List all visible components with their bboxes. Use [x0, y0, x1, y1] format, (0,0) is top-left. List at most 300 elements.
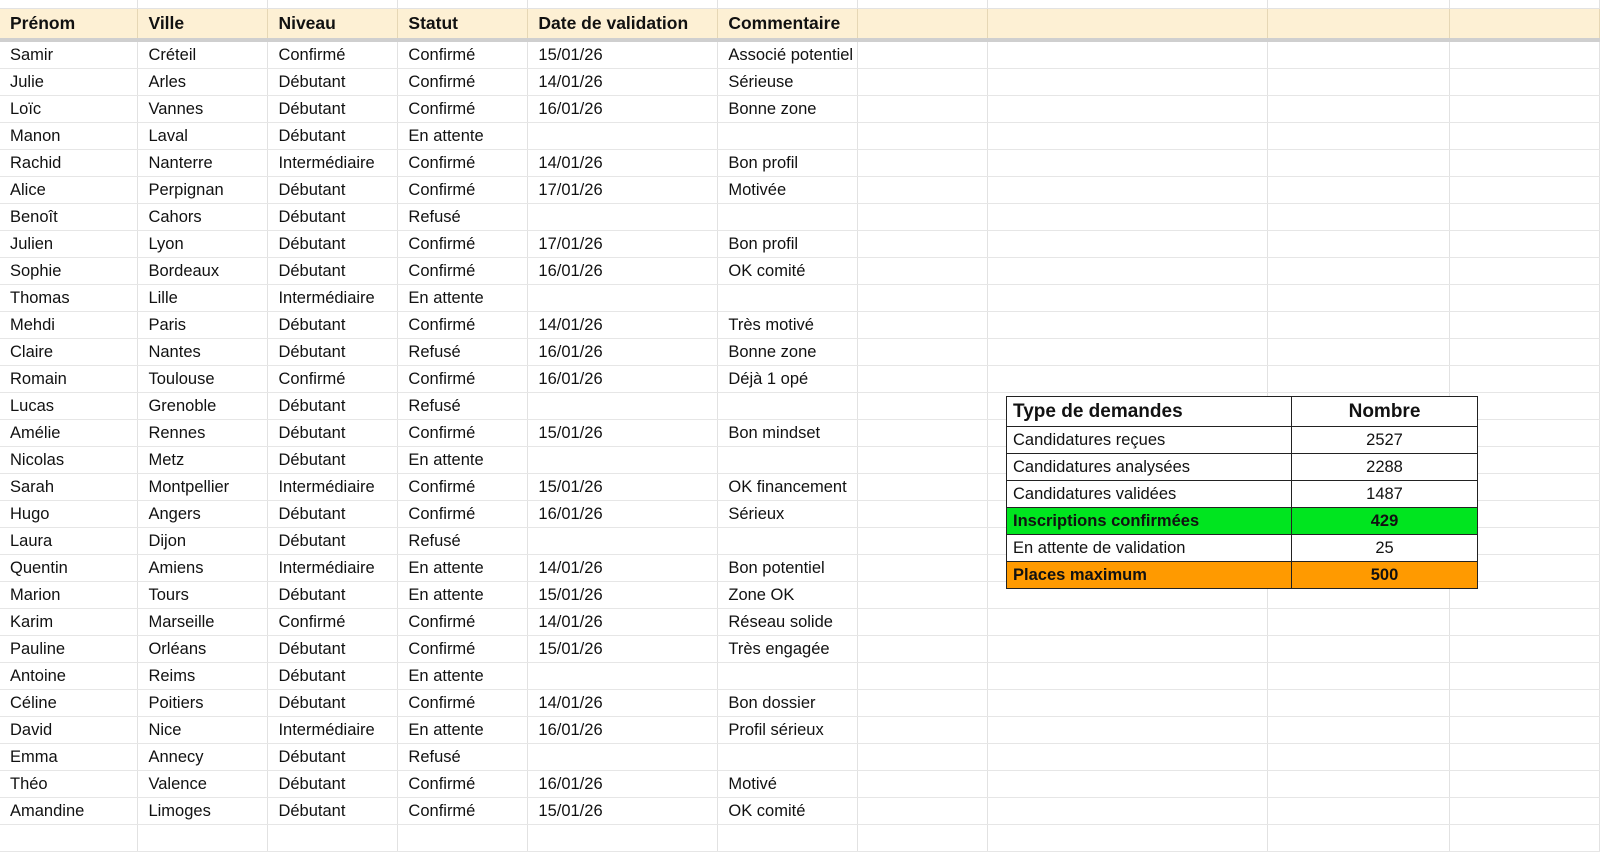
table-cell[interactable]: Débutant: [268, 312, 398, 339]
table-cell[interactable]: [858, 555, 988, 582]
table-cell[interactable]: [858, 744, 988, 771]
table-cell[interactable]: Perpignan: [138, 177, 268, 204]
table-cell[interactable]: Créteil: [138, 40, 268, 69]
table-cell[interactable]: En attente: [398, 663, 528, 690]
table-cell[interactable]: [988, 366, 1268, 393]
summary-header-type[interactable]: Type de demandes: [1007, 397, 1292, 427]
table-cell[interactable]: Paris: [138, 312, 268, 339]
table-cell[interactable]: 16/01/26: [528, 501, 718, 528]
table-cell[interactable]: [1450, 285, 1600, 312]
table-cell[interactable]: [718, 825, 858, 852]
table-cell[interactable]: 17/01/26: [528, 177, 718, 204]
table-cell[interactable]: [398, 825, 528, 852]
grid-cell[interactable]: [1450, 0, 1600, 9]
table-cell[interactable]: Confirmé: [268, 40, 398, 69]
table-cell[interactable]: Intermédiaire: [268, 150, 398, 177]
table-cell[interactable]: [988, 609, 1268, 636]
table-cell[interactable]: [1268, 771, 1450, 798]
table-cell[interactable]: [1450, 150, 1600, 177]
table-cell[interactable]: Romain: [0, 366, 138, 393]
table-cell[interactable]: 15/01/26: [528, 474, 718, 501]
table-cell[interactable]: [858, 339, 988, 366]
header-cell-empty[interactable]: [858, 9, 988, 41]
table-cell[interactable]: Hugo: [0, 501, 138, 528]
table-cell[interactable]: [988, 663, 1268, 690]
table-cell[interactable]: Débutant: [268, 420, 398, 447]
table-cell[interactable]: 16/01/26: [528, 771, 718, 798]
table-cell[interactable]: Karim: [0, 609, 138, 636]
summary-label[interactable]: Candidatures analysées: [1007, 454, 1292, 481]
header-cell-empty[interactable]: [1268, 9, 1450, 41]
table-cell[interactable]: [1268, 690, 1450, 717]
table-cell[interactable]: [858, 609, 988, 636]
table-cell[interactable]: [988, 96, 1268, 123]
table-cell[interactable]: [988, 150, 1268, 177]
table-cell[interactable]: [528, 663, 718, 690]
table-cell[interactable]: [1450, 663, 1600, 690]
table-cell[interactable]: Intermédiaire: [268, 285, 398, 312]
table-cell[interactable]: 14/01/26: [528, 555, 718, 582]
table-cell[interactable]: [528, 447, 718, 474]
table-cell[interactable]: Nicolas: [0, 447, 138, 474]
table-cell[interactable]: [858, 96, 988, 123]
summary-value[interactable]: 2288: [1292, 454, 1478, 481]
table-cell[interactable]: [988, 312, 1268, 339]
table-cell[interactable]: Rachid: [0, 150, 138, 177]
table-cell[interactable]: [858, 798, 988, 825]
table-cell[interactable]: [1450, 825, 1600, 852]
column-header[interactable]: Prénom: [0, 9, 138, 41]
table-cell[interactable]: [858, 150, 988, 177]
summary-value[interactable]: 1487: [1292, 481, 1478, 508]
table-cell[interactable]: Bon potentiel: [718, 555, 858, 582]
table-cell[interactable]: [988, 123, 1268, 150]
table-cell[interactable]: Metz: [138, 447, 268, 474]
table-cell[interactable]: [858, 420, 988, 447]
table-cell[interactable]: Montpellier: [138, 474, 268, 501]
table-cell[interactable]: Julien: [0, 231, 138, 258]
table-cell[interactable]: [528, 204, 718, 231]
summary-value[interactable]: 429: [1292, 508, 1478, 535]
table-cell[interactable]: Débutant: [268, 501, 398, 528]
table-cell[interactable]: [1450, 717, 1600, 744]
table-cell[interactable]: Très engagée: [718, 636, 858, 663]
table-cell[interactable]: Débutant: [268, 96, 398, 123]
table-cell[interactable]: [718, 447, 858, 474]
column-header[interactable]: Ville: [138, 9, 268, 41]
table-cell[interactable]: [858, 636, 988, 663]
table-cell[interactable]: Nantes: [138, 339, 268, 366]
table-cell[interactable]: [1268, 717, 1450, 744]
table-cell[interactable]: Confirmé: [398, 474, 528, 501]
summary-label[interactable]: Candidatures validées: [1007, 481, 1292, 508]
table-cell[interactable]: Confirmé: [268, 609, 398, 636]
column-header[interactable]: Statut: [398, 9, 528, 41]
table-cell[interactable]: Samir: [0, 40, 138, 69]
table-cell[interactable]: Bonne zone: [718, 96, 858, 123]
table-cell[interactable]: Manon: [0, 123, 138, 150]
table-cell[interactable]: Confirmé: [398, 177, 528, 204]
table-cell[interactable]: [858, 69, 988, 96]
table-cell[interactable]: Lyon: [138, 231, 268, 258]
table-cell[interactable]: [858, 582, 988, 609]
table-cell[interactable]: [988, 231, 1268, 258]
table-cell[interactable]: Débutant: [268, 744, 398, 771]
summary-value[interactable]: 2527: [1292, 427, 1478, 454]
summary-header-count[interactable]: Nombre: [1292, 397, 1478, 427]
grid-cell[interactable]: [858, 0, 988, 9]
table-cell[interactable]: Confirmé: [268, 366, 398, 393]
table-cell[interactable]: Intermédiaire: [268, 717, 398, 744]
table-cell[interactable]: En attente: [398, 123, 528, 150]
summary-label[interactable]: Places maximum: [1007, 562, 1292, 589]
table-cell[interactable]: [1268, 69, 1450, 96]
grid-cell[interactable]: [398, 0, 528, 9]
table-cell[interactable]: Mehdi: [0, 312, 138, 339]
table-cell[interactable]: [1450, 96, 1600, 123]
table-cell[interactable]: [718, 204, 858, 231]
header-cell-empty[interactable]: [988, 9, 1268, 41]
table-cell[interactable]: [1268, 636, 1450, 663]
table-cell[interactable]: [1450, 609, 1600, 636]
table-cell[interactable]: Laura: [0, 528, 138, 555]
table-cell[interactable]: [1450, 771, 1600, 798]
table-cell[interactable]: [528, 825, 718, 852]
table-cell[interactable]: Céline: [0, 690, 138, 717]
table-cell[interactable]: Débutant: [268, 690, 398, 717]
table-cell[interactable]: Confirmé: [398, 69, 528, 96]
table-cell[interactable]: Nanterre: [138, 150, 268, 177]
table-cell[interactable]: Intermédiaire: [268, 555, 398, 582]
table-cell[interactable]: [988, 258, 1268, 285]
table-cell[interactable]: [858, 447, 988, 474]
table-cell[interactable]: [528, 744, 718, 771]
table-cell[interactable]: Refusé: [398, 393, 528, 420]
table-cell[interactable]: David: [0, 717, 138, 744]
table-cell[interactable]: Rennes: [138, 420, 268, 447]
grid-cell[interactable]: [268, 0, 398, 9]
table-cell[interactable]: Confirmé: [398, 96, 528, 123]
table-cell[interactable]: Bonne zone: [718, 339, 858, 366]
table-cell[interactable]: 15/01/26: [528, 798, 718, 825]
table-cell[interactable]: 15/01/26: [528, 582, 718, 609]
table-cell[interactable]: Débutant: [268, 663, 398, 690]
table-cell[interactable]: Confirmé: [398, 636, 528, 663]
table-cell[interactable]: Confirmé: [398, 40, 528, 69]
table-cell[interactable]: Débutant: [268, 123, 398, 150]
table-cell[interactable]: [858, 501, 988, 528]
table-cell[interactable]: Marion: [0, 582, 138, 609]
table-cell[interactable]: [528, 285, 718, 312]
table-cell[interactable]: Bordeaux: [138, 258, 268, 285]
grid-cell[interactable]: [0, 0, 138, 9]
table-cell[interactable]: Thomas: [0, 285, 138, 312]
table-cell[interactable]: [1450, 40, 1600, 69]
grid-cell[interactable]: [988, 0, 1268, 9]
table-cell[interactable]: Refusé: [398, 204, 528, 231]
table-cell[interactable]: En attente: [398, 447, 528, 474]
summary-label[interactable]: Inscriptions confirmées: [1007, 508, 1292, 535]
table-cell[interactable]: Très motivé: [718, 312, 858, 339]
table-cell[interactable]: Toulouse: [138, 366, 268, 393]
table-cell[interactable]: [988, 690, 1268, 717]
summary-label[interactable]: En attente de validation: [1007, 535, 1292, 562]
table-cell[interactable]: [1450, 690, 1600, 717]
table-cell[interactable]: 15/01/26: [528, 40, 718, 69]
table-cell[interactable]: Lille: [138, 285, 268, 312]
table-cell[interactable]: Débutant: [268, 582, 398, 609]
table-cell[interactable]: Débutant: [268, 528, 398, 555]
table-cell[interactable]: Benoît: [0, 204, 138, 231]
table-cell[interactable]: Emma: [0, 744, 138, 771]
table-cell[interactable]: Débutant: [268, 447, 398, 474]
table-cell[interactable]: [858, 825, 988, 852]
table-cell[interactable]: Cahors: [138, 204, 268, 231]
table-cell[interactable]: Reims: [138, 663, 268, 690]
table-cell[interactable]: Refusé: [398, 744, 528, 771]
column-header[interactable]: Commentaire: [718, 9, 858, 41]
table-cell[interactable]: Débutant: [268, 636, 398, 663]
table-cell[interactable]: [858, 663, 988, 690]
table-cell[interactable]: [988, 717, 1268, 744]
grid-cell[interactable]: [1268, 0, 1450, 9]
table-cell[interactable]: [1450, 123, 1600, 150]
table-cell[interactable]: [988, 177, 1268, 204]
table-cell[interactable]: Angers: [138, 501, 268, 528]
table-cell[interactable]: [858, 312, 988, 339]
table-cell[interactable]: Julie: [0, 69, 138, 96]
table-cell[interactable]: Confirmé: [398, 771, 528, 798]
table-cell[interactable]: Amélie: [0, 420, 138, 447]
table-cell[interactable]: 15/01/26: [528, 420, 718, 447]
table-cell[interactable]: Réseau solide: [718, 609, 858, 636]
table-cell[interactable]: [1268, 285, 1450, 312]
table-cell[interactable]: Valence: [138, 771, 268, 798]
table-cell[interactable]: Bon profil: [718, 231, 858, 258]
table-cell[interactable]: [858, 40, 988, 69]
table-cell[interactable]: [528, 528, 718, 555]
table-cell[interactable]: [1450, 204, 1600, 231]
table-cell[interactable]: [1450, 177, 1600, 204]
table-cell[interactable]: [858, 393, 988, 420]
table-cell[interactable]: En attente: [398, 285, 528, 312]
header-cell-empty[interactable]: [1450, 9, 1600, 41]
table-cell[interactable]: Confirmé: [398, 609, 528, 636]
grid-cell[interactable]: [138, 0, 268, 9]
table-cell[interactable]: Vannes: [138, 96, 268, 123]
table-cell[interactable]: Confirmé: [398, 798, 528, 825]
table-cell[interactable]: [1268, 204, 1450, 231]
table-cell[interactable]: [988, 798, 1268, 825]
table-cell[interactable]: Annecy: [138, 744, 268, 771]
table-cell[interactable]: [138, 825, 268, 852]
table-cell[interactable]: Refusé: [398, 528, 528, 555]
table-cell[interactable]: [1450, 366, 1600, 393]
table-cell[interactable]: Confirmé: [398, 366, 528, 393]
table-cell[interactable]: Débutant: [268, 771, 398, 798]
table-cell[interactable]: [718, 393, 858, 420]
table-cell[interactable]: 14/01/26: [528, 609, 718, 636]
summary-value[interactable]: 500: [1292, 562, 1478, 589]
table-cell[interactable]: Bon profil: [718, 150, 858, 177]
table-cell[interactable]: Confirmé: [398, 312, 528, 339]
table-cell[interactable]: Confirmé: [398, 231, 528, 258]
table-cell[interactable]: Théo: [0, 771, 138, 798]
table-cell[interactable]: 16/01/26: [528, 339, 718, 366]
table-cell[interactable]: [1268, 339, 1450, 366]
table-cell[interactable]: [1450, 798, 1600, 825]
grid-cell[interactable]: [718, 0, 858, 9]
table-cell[interactable]: Zone OK: [718, 582, 858, 609]
table-cell[interactable]: [718, 663, 858, 690]
grid-cell[interactable]: [528, 0, 718, 9]
table-cell[interactable]: [268, 825, 398, 852]
table-cell[interactable]: [1450, 744, 1600, 771]
table-cell[interactable]: [718, 744, 858, 771]
table-cell[interactable]: Débutant: [268, 393, 398, 420]
table-cell[interactable]: Arles: [138, 69, 268, 96]
table-cell[interactable]: Confirmé: [398, 420, 528, 447]
table-cell[interactable]: Confirmé: [398, 501, 528, 528]
table-cell[interactable]: OK comité: [718, 258, 858, 285]
column-header[interactable]: Niveau: [268, 9, 398, 41]
table-cell[interactable]: [718, 123, 858, 150]
table-cell[interactable]: 16/01/26: [528, 717, 718, 744]
table-cell[interactable]: Nice: [138, 717, 268, 744]
table-cell[interactable]: [718, 285, 858, 312]
table-cell[interactable]: Grenoble: [138, 393, 268, 420]
table-cell[interactable]: [1268, 798, 1450, 825]
table-cell[interactable]: OK financement: [718, 474, 858, 501]
table-cell[interactable]: [1450, 636, 1600, 663]
table-cell[interactable]: Débutant: [268, 69, 398, 96]
table-cell[interactable]: [858, 177, 988, 204]
table-cell[interactable]: Alice: [0, 177, 138, 204]
table-cell[interactable]: Dijon: [138, 528, 268, 555]
table-cell[interactable]: Refusé: [398, 339, 528, 366]
table-cell[interactable]: En attente: [398, 582, 528, 609]
table-cell[interactable]: [988, 744, 1268, 771]
table-cell[interactable]: 14/01/26: [528, 150, 718, 177]
table-cell[interactable]: Antoine: [0, 663, 138, 690]
table-cell[interactable]: Sérieux: [718, 501, 858, 528]
table-cell[interactable]: 14/01/26: [528, 69, 718, 96]
table-cell[interactable]: [1268, 744, 1450, 771]
table-cell[interactable]: Débutant: [268, 177, 398, 204]
table-cell[interactable]: OK comité: [718, 798, 858, 825]
summary-value[interactable]: 25: [1292, 535, 1478, 562]
table-cell[interactable]: Bon mindset: [718, 420, 858, 447]
table-cell[interactable]: Claire: [0, 339, 138, 366]
table-cell[interactable]: Débutant: [268, 258, 398, 285]
table-cell[interactable]: [1450, 339, 1600, 366]
table-cell[interactable]: [1450, 231, 1600, 258]
table-cell[interactable]: Confirmé: [398, 258, 528, 285]
table-cell[interactable]: [1450, 312, 1600, 339]
table-cell[interactable]: [988, 339, 1268, 366]
table-cell[interactable]: Quentin: [0, 555, 138, 582]
table-cell[interactable]: [858, 528, 988, 555]
table-cell[interactable]: Motivée: [718, 177, 858, 204]
table-cell[interactable]: [1268, 609, 1450, 636]
table-cell[interactable]: Sérieuse: [718, 69, 858, 96]
table-cell[interactable]: Débutant: [268, 231, 398, 258]
table-cell[interactable]: Motivé: [718, 771, 858, 798]
table-cell[interactable]: Amiens: [138, 555, 268, 582]
table-cell[interactable]: Débutant: [268, 204, 398, 231]
table-cell[interactable]: Poitiers: [138, 690, 268, 717]
table-cell[interactable]: Limoges: [138, 798, 268, 825]
table-cell[interactable]: [1450, 258, 1600, 285]
table-cell[interactable]: [528, 393, 718, 420]
table-cell[interactable]: Confirmé: [398, 150, 528, 177]
table-cell[interactable]: [988, 636, 1268, 663]
summary-label[interactable]: Candidatures reçues: [1007, 427, 1292, 454]
table-cell[interactable]: [858, 285, 988, 312]
table-cell[interactable]: [1268, 96, 1450, 123]
table-cell[interactable]: [1268, 123, 1450, 150]
table-cell[interactable]: [1268, 150, 1450, 177]
table-cell[interactable]: [1450, 69, 1600, 96]
table-cell[interactable]: [988, 285, 1268, 312]
table-cell[interactable]: [1268, 663, 1450, 690]
table-cell[interactable]: [1268, 312, 1450, 339]
table-cell[interactable]: [858, 366, 988, 393]
table-cell[interactable]: En attente: [398, 555, 528, 582]
table-cell[interactable]: Pauline: [0, 636, 138, 663]
table-cell[interactable]: [858, 258, 988, 285]
table-cell[interactable]: 14/01/26: [528, 690, 718, 717]
table-cell[interactable]: [858, 690, 988, 717]
table-cell[interactable]: [718, 528, 858, 555]
table-cell[interactable]: [858, 474, 988, 501]
table-cell[interactable]: [1268, 258, 1450, 285]
table-cell[interactable]: Débutant: [268, 339, 398, 366]
table-cell[interactable]: Marseille: [138, 609, 268, 636]
table-cell[interactable]: 17/01/26: [528, 231, 718, 258]
table-cell[interactable]: En attente: [398, 717, 528, 744]
table-cell[interactable]: [988, 204, 1268, 231]
column-header[interactable]: Date de validation: [528, 9, 718, 41]
table-cell[interactable]: Sarah: [0, 474, 138, 501]
table-cell[interactable]: [858, 771, 988, 798]
table-cell[interactable]: [528, 123, 718, 150]
table-cell[interactable]: [0, 825, 138, 852]
table-cell[interactable]: Bon dossier: [718, 690, 858, 717]
table-cell[interactable]: Tours: [138, 582, 268, 609]
table-cell[interactable]: 16/01/26: [528, 366, 718, 393]
table-cell[interactable]: Laval: [138, 123, 268, 150]
table-cell[interactable]: Loïc: [0, 96, 138, 123]
table-cell[interactable]: [858, 204, 988, 231]
table-cell[interactable]: Débutant: [268, 798, 398, 825]
table-cell[interactable]: Intermédiaire: [268, 474, 398, 501]
table-cell[interactable]: 14/01/26: [528, 312, 718, 339]
table-cell[interactable]: Amandine: [0, 798, 138, 825]
table-cell[interactable]: [858, 231, 988, 258]
table-cell[interactable]: [1268, 177, 1450, 204]
table-cell[interactable]: [988, 69, 1268, 96]
table-cell[interactable]: [858, 717, 988, 744]
table-cell[interactable]: [988, 771, 1268, 798]
table-cell[interactable]: Profil sérieux: [718, 717, 858, 744]
table-cell[interactable]: [1268, 40, 1450, 69]
table-cell[interactable]: Déjà 1 opé: [718, 366, 858, 393]
table-cell[interactable]: [1268, 825, 1450, 852]
table-cell[interactable]: [1268, 366, 1450, 393]
table-cell[interactable]: Confirmé: [398, 690, 528, 717]
table-cell[interactable]: Sophie: [0, 258, 138, 285]
